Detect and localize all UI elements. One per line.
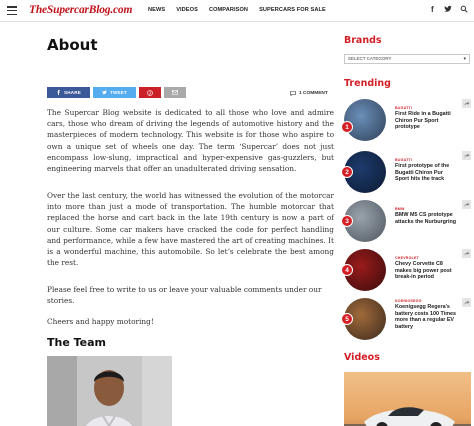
about-paragraph: Please feel free to write to us or leave your valuable comments under our stories. (47, 285, 322, 306)
about-paragraph: Over the last century, the world has witnessed the evolution of the motorcar into more than just a mode of transportation. The humble motorcar that replaced the horse and cart back in the late 19th century is now a part of our culture. Some car makers have cracked the code for perfect handling and performance, while a few have mastered the art of creating machines. It is a wonderful machine, this automobile. So let’s celebrate the best among the rest. (47, 191, 334, 268)
about-paragraph: Cheers and happy motoring! (47, 317, 154, 326)
brands-heading: Brands (344, 35, 382, 46)
share-icon[interactable] (462, 249, 471, 258)
share-icon[interactable] (462, 200, 471, 209)
nav-item-news[interactable]: NEWS (148, 7, 166, 13)
share-icon[interactable] (462, 298, 471, 307)
brands-select-value: SELECT CATEGORY (348, 56, 392, 61)
email-share-button[interactable] (164, 87, 186, 98)
trending-title[interactable]: Koenigsegg Regera's battery costs 100 Times more than a regular EV battery (395, 304, 457, 330)
top-navigation-bar (0, 0, 474, 22)
trending-item[interactable] (344, 99, 471, 141)
team-heading: The Team (47, 336, 107, 349)
comment-count[interactable] (290, 91, 328, 96)
nav-item-videos[interactable]: VIDEOS (176, 7, 198, 13)
email-icon (172, 90, 178, 95)
trending-item[interactable] (344, 151, 471, 193)
trending-category[interactable]: CHEVROLET (395, 256, 419, 260)
hamburger-menu-icon[interactable] (7, 6, 17, 15)
facebook-icon[interactable]: f (431, 5, 434, 14)
about-paragraph: The Supercar Blog website is dedicated to all those who love and admire cars, those who dream of driving the legends of automotive history and the masterpieces of modern technology. This website is for those who aspire to own a unique set of wheels one day. The term ‘Supercar’ does not just encompass low-slung, impractical and hyper-expensive gas-guzzlers, but engineering marvels that offer an unadulterated driving sensation. (47, 108, 334, 174)
videos-heading: Videos (344, 352, 380, 363)
site-logo[interactable]: TheSupercarBlog.com (29, 4, 133, 16)
share-icon[interactable] (462, 99, 471, 108)
trending-item[interactable] (344, 200, 471, 242)
comment-icon (290, 91, 296, 96)
search-icon[interactable] (460, 5, 468, 15)
nav-item-comparison[interactable]: COMPARISON (208, 7, 249, 13)
trending-title[interactable]: First prototype of the Bugatti Chiron Pur Sport hits the track (395, 163, 450, 183)
trending-rank-badge: 2 (341, 166, 353, 178)
twitter-icon[interactable] (444, 5, 452, 15)
trending-item[interactable] (344, 249, 471, 291)
trending-thumbnail[interactable] (344, 99, 386, 141)
brands-category-select[interactable] (344, 54, 470, 64)
page-title: About (47, 36, 98, 54)
main-nav (148, 7, 326, 13)
twitter-icon (102, 90, 107, 95)
trending-rank-badge: 4 (341, 264, 353, 276)
facebook-icon (56, 90, 61, 95)
comment-count-label: 1 COMMENT (299, 91, 328, 96)
pinterest-icon (147, 90, 153, 96)
facebook-share-label: SHARE (63, 90, 82, 95)
trending-title[interactable]: BMW M5 CS prototype attacks the Nurburgring (395, 212, 457, 225)
trending-category[interactable]: BUGATTI (395, 106, 413, 110)
trending-category[interactable]: KOENIGSEGG (395, 299, 422, 303)
trending-category[interactable]: BMW (395, 207, 405, 211)
trending-rank-badge: 1 (341, 121, 353, 133)
team-member-photo (47, 356, 172, 426)
chevron-down-icon: ▾ (463, 56, 466, 62)
pinterest-share-button[interactable] (139, 87, 161, 98)
twitter-share-label: TWEET (109, 90, 128, 95)
trending-item[interactable] (344, 298, 471, 340)
facebook-share-button[interactable] (47, 87, 90, 98)
trending-title[interactable]: Chevy Corvette C8 makes big power post break-in period (395, 261, 452, 281)
trending-rank-badge: 3 (341, 215, 353, 227)
share-buttons (47, 87, 186, 98)
trending-heading: Trending (344, 78, 391, 89)
trending-category[interactable]: BUGATTI (395, 158, 413, 162)
trending-title[interactable]: First Ride in a Bugatti Chiron Pur Sport prototype (395, 111, 451, 131)
trending-rank-badge: 5 (341, 313, 353, 325)
share-icon[interactable] (462, 151, 471, 160)
nav-item-supercars-for-sale[interactable]: SUPERCARS FOR SALE (259, 7, 326, 13)
video-thumbnail[interactable] (344, 372, 471, 426)
twitter-share-button[interactable] (93, 87, 136, 98)
